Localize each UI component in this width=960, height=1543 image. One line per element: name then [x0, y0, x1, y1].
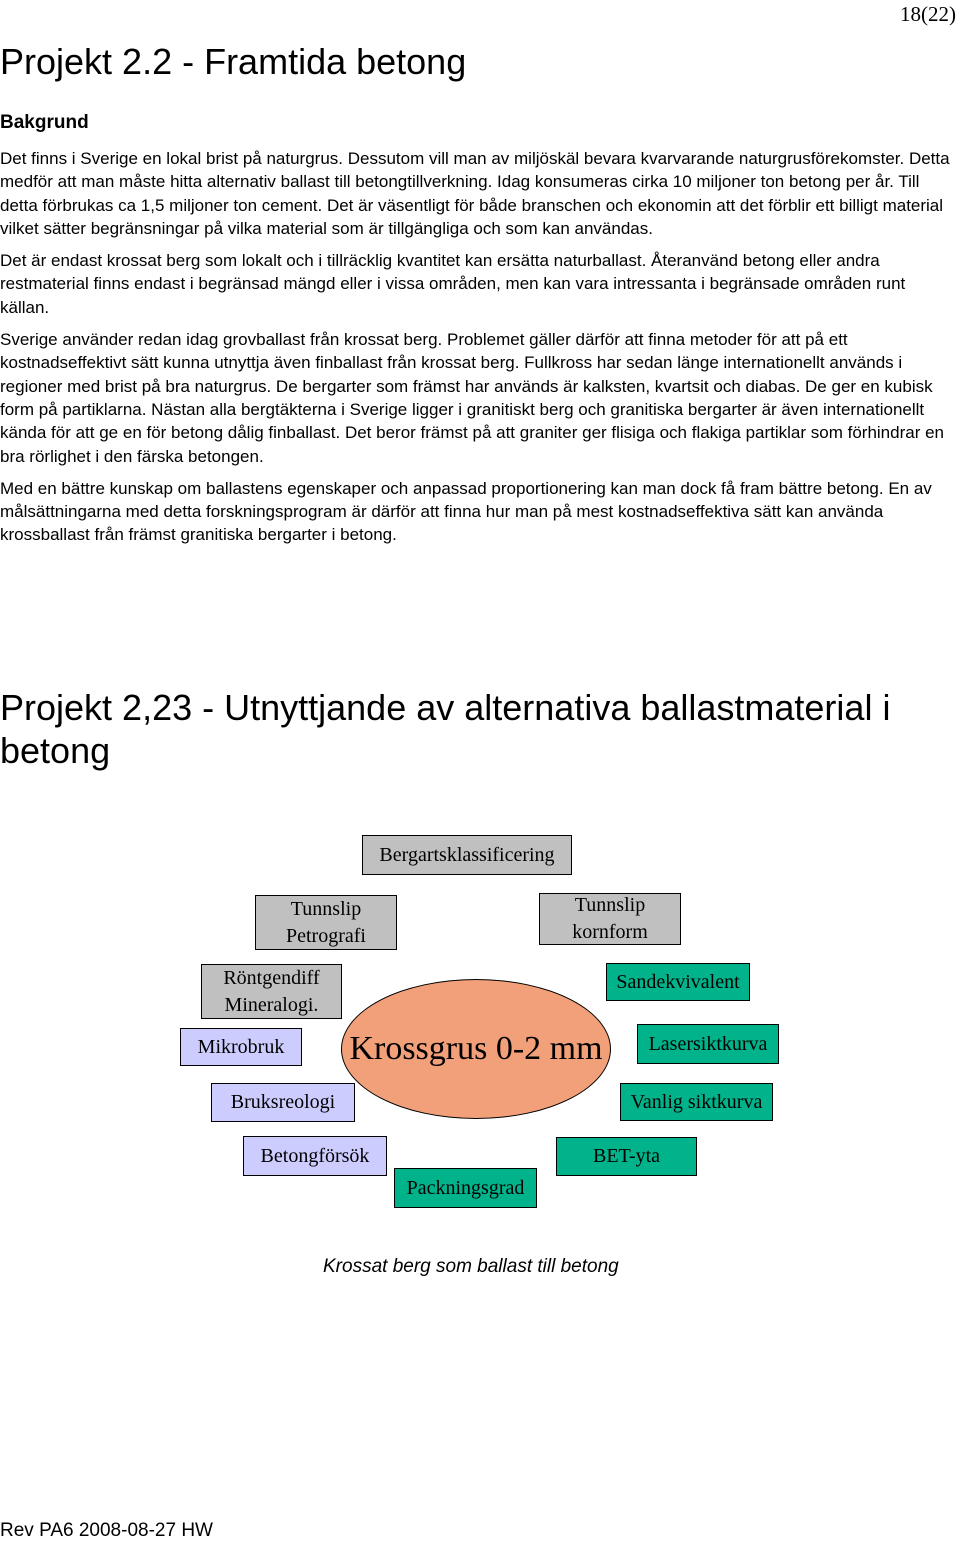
background-text [0, 147, 955, 556]
page-number: 18(22) [900, 2, 956, 26]
box-mikrobruk: Mikrobruk [180, 1028, 302, 1066]
box-bet-yta: BET-yta [556, 1137, 697, 1176]
box-lasersiktkurva: Lasersiktkurva [637, 1024, 779, 1064]
box-tunnslip-petrografi: Tunnslip Petrografi [255, 895, 397, 950]
section-title-framtida-betong: Projekt 2.2 - Framtida betong [0, 41, 467, 82]
box-bruksreologi: Bruksreologi [211, 1083, 355, 1122]
box-rontgendiff-mineralogi: Röntgendiff Mineralogi. [201, 964, 342, 1019]
section-title-alternativa-ballast: Projekt 2,23 - Utnyttjande av alternativa ballastmaterial i betong [0, 687, 891, 771]
box-packningsgrad: Packningsgrad [394, 1168, 537, 1208]
paragraph: Det finns i Sverige en lokal brist på naturgrus. Dessutom vill man av miljöskäl bevara kvarvarande naturgrusförekomster. Detta medför att man måste hitta alternativ ballast till betongtillverkning. Idag konsumeras cirka 10 miljoner ton betong per år. Till detta förbrukas ca 1,5 miljoner ton cement. Det är väsentligt för både branschen och ekonomin att det förblir ett billigt material vilket sätter begränsningar på vilka material som är tillgängliga och som kan användas. [0, 149, 950, 238]
box-betongforsok: Betongförsök [243, 1136, 387, 1176]
box-tunnslip-kornform: Tunnslip kornform [539, 893, 681, 945]
diagram-caption: Krossat berg som ballast till betong [323, 1256, 619, 1277]
paragraph: Det är endast krossat berg som lokalt och i tillräcklig kvantitet kan ersätta naturballast. Återanvänd betong eller andra restmaterial finns endast i begränsad mängd eller i vissa områden, men kan vara intressanta i begränsade områden runt källan. [0, 251, 906, 317]
paragraph: Sverige använder redan idag grovballast från krossat berg. Problemet gäller därför att finna metoder för att på ett kostnadseffektivt sätt kunna utnyttja även finballast från krossat berg. Fullkross har sedan länge internationellt används i regioner med brist på bra naturgrus. De bergarter som främst har används är kalksten, kvartsit och diabas. De ger en kubisk form på partiklarna. Nästan alla bergtäkterna i Sverige ligger i granitiskt berg och granitiska bergarter är även internationellt kända för att ge en för betong dålig finballast. Det beror främst på att graniter ger flisiga och flakiga partiklar som förhindrar en bra rörlighet i den färska betongen. [0, 330, 944, 466]
center-krossgrus: Krossgrus 0-2 mm [341, 979, 611, 1119]
paragraph: Med en bättre kunskap om ballastens egenskaper och anpassad proportionering kan man dock få fram bättre betong. En av målsättningarna med detta forskningsprogram är därför att finna hur man på mest kostnadseffektiva sätt kan använda krossballast från främst granitiska bergarter i betong. [0, 478, 932, 545]
box-bergartsklassificering: Bergartsklassificering [362, 835, 572, 875]
box-sandekvivalent: Sandekvivalent [606, 963, 750, 1001]
box-vanlig-siktkurva: Vanlig siktkurva [620, 1083, 773, 1121]
footer-revision: Rev PA6 2008-08-27 HW [0, 1520, 213, 1541]
subheading-bakgrund: Bakgrund [0, 112, 89, 133]
